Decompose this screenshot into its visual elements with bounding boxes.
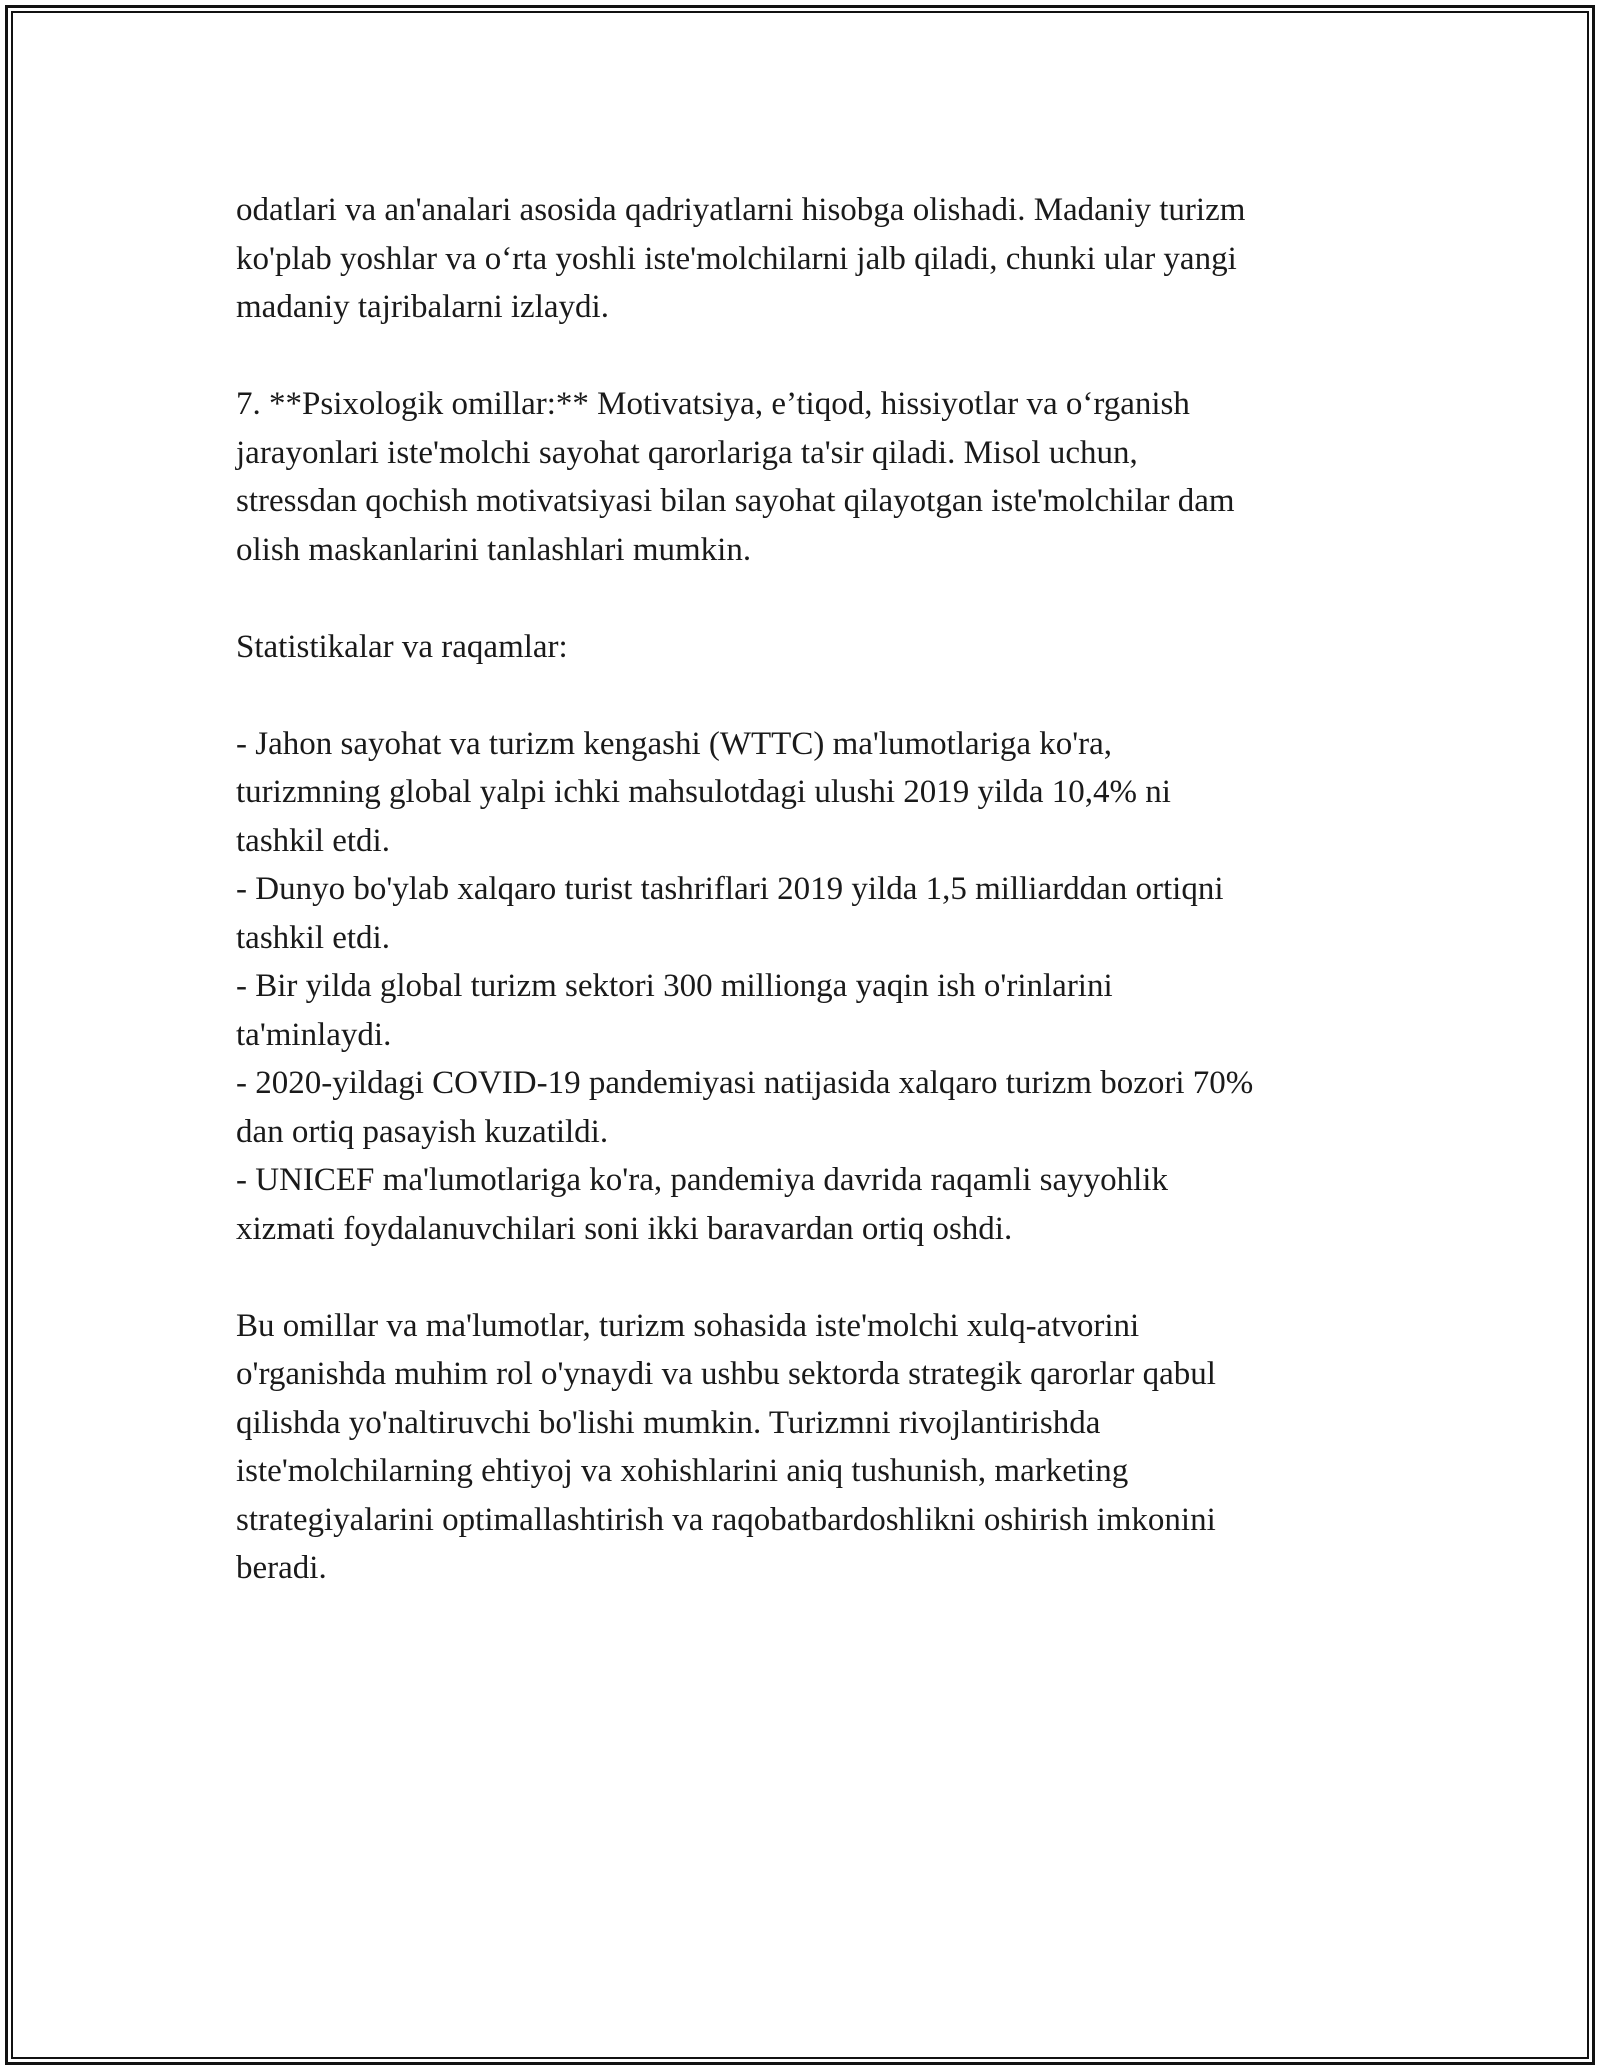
text-line: odatlari va an'analari asosida qadriyatlarni hisobga olishadi. Madaniy turizm [236,192,1246,228]
text-line: ko'plab yoshlar va o‘rta yoshli iste'molchilarni jalb qiladi, chunki ular yangi [236,240,1237,277]
text-line: iste'molchilarning ehtiyoj va xohishlarini aniq tushunish, marketing [236,1453,1129,1489]
list-item: - Dunyo bo'ylab xalqaro turist tashriflari 2019 yilda 1,5 milliarddan ortiqni [236,871,1224,907]
list-item: tashkil etdi. [236,822,390,859]
text-line: beradi. [236,1550,327,1586]
list-item: - Bir yilda global turizm sektori 300 millionga yaqin ish o'rinlarini [236,968,1113,1004]
list-item: turizmning global yalpi ichki mahsulotdagi ulushi 2019 yilda 10,4% ni [236,774,1171,810]
text-line: stressdan qochish motivatsiyasi bilan sayohat qilayotgan iste'molchilar dam [236,483,1235,519]
text-line: qilishda yo'naltiruvchi bo'lishi mumkin. Turizmni rivojlantirishda [236,1404,1101,1441]
text-line: madaniy tajribalarni izlaydi. [236,289,609,325]
text-line: 7. **Psixologik omillar:** Motivatsiya, e’tiqod, hissiyotlar va o‘rganish [236,386,1190,422]
text-line: jarayonlari iste'molchi sayohat qarorlariga ta'sir qiladi. Misol uchun, [236,434,1138,471]
document-body [236,186,1386,1593]
section-heading: Statistikalar va raqamlar: [236,628,568,665]
list-item: tashkil etdi. [236,919,390,956]
text-line: strategiyalarini optimallashtirish va raqobatbardoshlikni oshirish imkonini [236,1501,1216,1538]
list-item: xizmati foydalanuvchilari soni ikki baravardan ortiq oshdi. [236,1210,1013,1247]
list-item: - 2020-yildagi COVID-19 pandemiyasi natijasida xalqaro turizm bozori 70% [236,1065,1254,1101]
list-item: - Jahon sayohat va turizm kengashi (WTTC) ma'lumotlariga ko'ra, [236,725,1113,762]
statistics-heading [236,623,1386,672]
list-item: - UNICEF ma'lumotlariga ko'ra, pandemiya davrida raqamli sayyohlik [236,1162,1168,1198]
list-item: dan ortiq pasayish kuzatildi. [236,1113,609,1150]
paragraph-cultural-tourism [236,186,1386,332]
list-item: ta'minlaydi. [236,1016,392,1053]
text-line: Bu omillar va ma'lumotlar, turizm sohasida iste'molchi xulq-atvorini [236,1307,1140,1344]
paragraph-psychological-factors [236,380,1386,574]
text-line: olish maskanlarini tanlashlari mumkin. [236,531,752,568]
text-line: o'rganishda muhim rol o'ynaydi va ushbu sektorda strategik qarorlar qabul [236,1356,1216,1392]
statistics-list [236,720,1386,1254]
paragraph-conclusion [236,1302,1386,1593]
